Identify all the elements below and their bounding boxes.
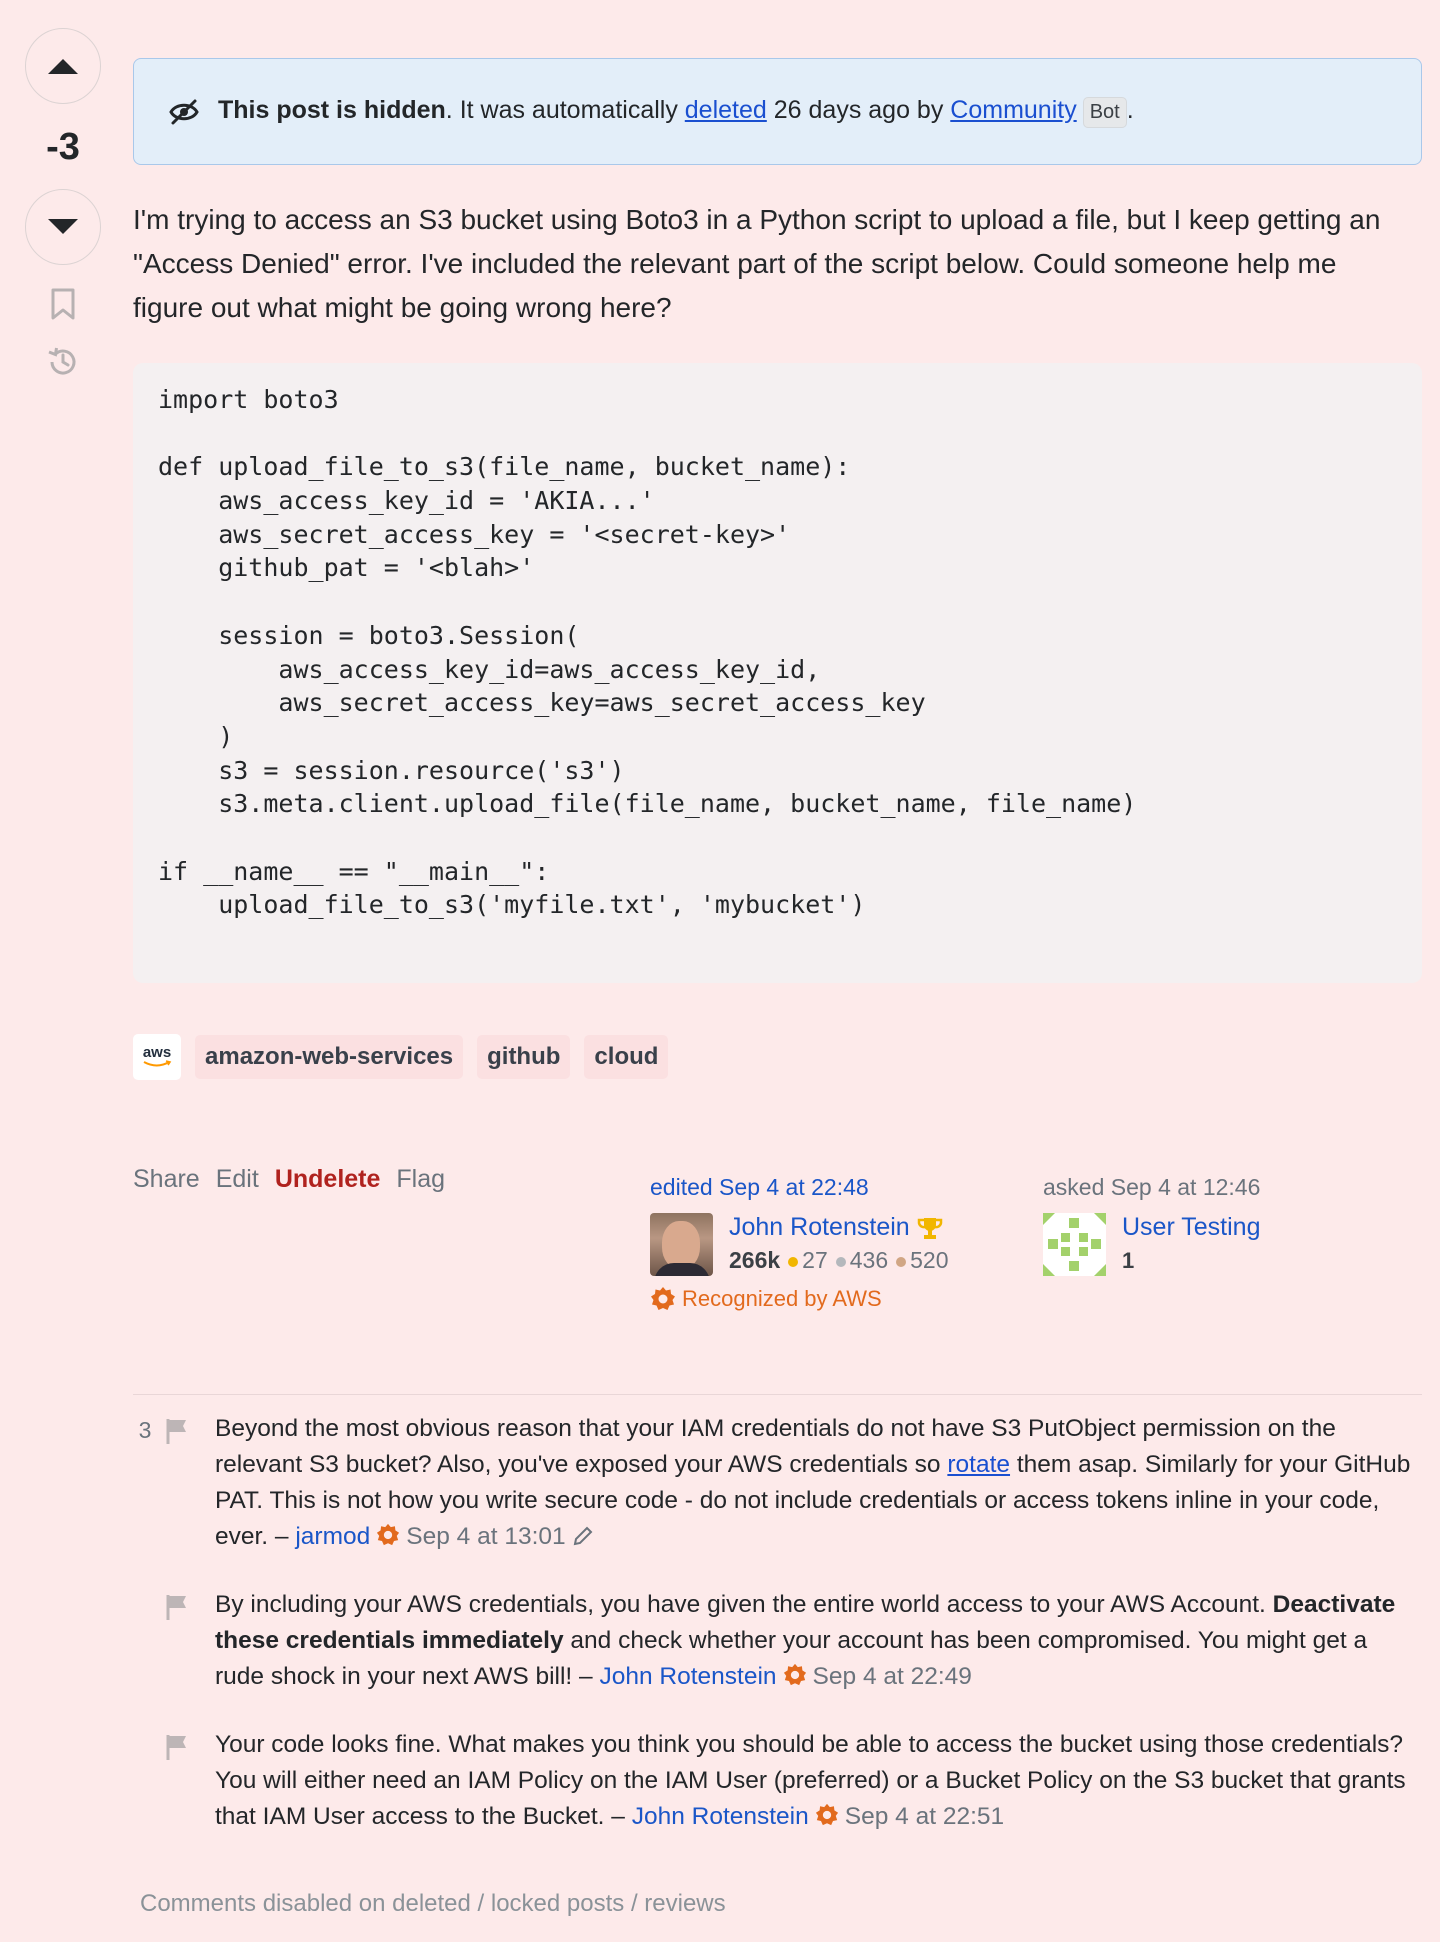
notice-bold: This post is hidden [218,95,446,124]
bronze-badges: 520 [896,1247,948,1274]
code-line: s3 = session.resource('s3') [158,755,625,785]
eye-off-icon [168,98,200,126]
flag-icon [164,1593,190,1621]
comments-disabled-note: Comments disabled on deleted / locked posts / reviews [140,1890,726,1917]
code-line: upload_file_to_s3('myfile.txt', 'mybucket') [158,890,866,920]
flag-icon [164,1733,190,1761]
vote-column [22,28,104,385]
downvote-button[interactable] [25,189,101,265]
comment-flag-button[interactable] [157,1571,197,1711]
comment-body: By including your AWS credentials, you have given the entire world access to your AWS Account. Deactivate these credentials immediately and check whether your account has been compromised. You might get a rude shock in your next AWS bill! – John Rotenstein Sep 4 at 22:49 [215,1591,1396,1690]
code-line: import boto3 [158,385,339,414]
editor-rep: 266k [729,1247,781,1273]
bot-badge: Bot [1083,97,1127,128]
history-icon [45,344,81,380]
edited-timestamp-link[interactable]: edited Sep 4 at 22:48 [650,1174,869,1200]
comment [133,1395,1422,1571]
aws-recognized-icon [650,1286,676,1312]
silver-badges: 436 [836,1247,888,1274]
gold-badges: 27 [788,1247,828,1274]
code-line: aws_secret_access_key=aws_secret_access_key [158,688,926,718]
code-line: def upload_file_to_s3(file_name, bucket_name): [158,452,851,482]
bookmark-button[interactable] [49,287,77,326]
aws-logo-text: aws [142,1044,172,1061]
share-link[interactable]: Share [133,1165,200,1193]
trophy-icon [916,1215,944,1241]
aws-recognized-icon [783,1663,807,1687]
code-line: aws_secret_access_key = '<secret-key>' [158,519,791,549]
code-line: if __name__ == "__main__": [158,856,550,886]
code-line: github_pat = '<blah>' [158,553,535,583]
aws-smile-icon [142,1060,172,1068]
code-line: s3.meta.client.upload_file(file_name, bucket_name, file_name) [158,789,1137,819]
comment-user-link[interactable]: John Rotenstein [599,1663,777,1690]
comment [133,1711,1422,1851]
post-menu [133,1165,445,1194]
asked-timestamp: asked Sep 4 at 12:46 [1043,1174,1261,1200]
arrow-down-icon [46,217,80,237]
notice-text-c: . [1126,95,1134,124]
comment-score [133,1711,157,1851]
recognized-text: Recognized by AWS [682,1286,882,1311]
vote-count: -3 [46,126,80,168]
comment-flag-button[interactable] [157,1395,197,1571]
undelete-link[interactable]: Undelete [274,1165,381,1193]
comment-body: Your code looks fine. What makes you think you should be able to access the bucket using those credentials? You will either need an IAM Policy on the IAM User (preferred) or a Bucket Policy on the S3 bucket that grants that IAM User access to the Bucket. – John Rotenstein Sep 4 at 22:51 [215,1731,1406,1830]
asker-avatar[interactable] [1043,1213,1106,1276]
arrow-up-icon [46,56,80,76]
editor-reputation [729,1247,949,1274]
comment-user-link[interactable]: jarmod [295,1523,371,1550]
comment-score: 3 [138,1417,152,1443]
community-user-link[interactable]: Community [950,95,1077,124]
bookmark-icon [49,287,77,321]
editor-signature [650,1174,949,1312]
tag-github[interactable]: github [477,1035,570,1079]
notice-text [218,96,1134,128]
notice-text-b: 26 days ago by [766,95,951,124]
code-line: aws_access_key_id=aws_access_key_id, [158,654,821,684]
comment-date: Sep 4 at 22:49 [812,1663,972,1690]
pencil-icon [572,1525,594,1547]
tag-amazon-web-services[interactable]: amazon-web-services [195,1035,463,1079]
flag-icon [164,1417,190,1445]
code-line [158,821,1397,855]
comment-date: Sep 4 at 13:01 [406,1523,566,1550]
asker-rep: 1 [1122,1248,1135,1273]
asker-name-link[interactable]: User Testing [1122,1213,1261,1241]
editor-name-link[interactable]: John Rotenstein [729,1213,910,1241]
tag-cloud[interactable]: cloud [584,1035,668,1079]
comment-list [133,1394,1422,1851]
flag-link[interactable]: Flag [396,1165,446,1193]
code-line [158,585,1397,619]
code-block [133,363,1422,983]
comment-date: Sep 4 at 22:51 [844,1803,1005,1830]
comment-bold: Deactivate these credentials immediately [215,1591,1396,1654]
code-line: session = boto3.Session( [158,620,580,650]
editor-avatar[interactable] [650,1213,713,1276]
aws-logo [133,1034,181,1080]
comment [133,1571,1422,1711]
aws-recognized-icon [376,1523,400,1547]
comment-score [133,1571,157,1711]
edit-link[interactable]: Edit [215,1165,259,1193]
hidden-post-notice [133,58,1422,165]
comment-body: Beyond the most obvious reason that your IAM credentials do not have S3 PutObject permission on the relevant S3 bucket? Also, you've exposed your AWS credentials so rotate them asap. Similarly for your GitHub PAT. This is not how you write secure code - do not include credentials or access tokens inline in your code, ever. – jarmod Sep 4 at 13:01 [215,1415,1411,1550]
tag-list [133,1034,668,1080]
code-line: ) [158,721,234,751]
comment-flag-button[interactable] [157,1711,197,1851]
rotate-link[interactable]: rotate [947,1451,1011,1478]
upvote-button[interactable] [25,28,101,104]
comment-user-link[interactable]: John Rotenstein [631,1803,809,1830]
aws-recognized-icon [815,1803,839,1827]
deleted-link[interactable]: deleted [684,95,767,124]
timeline-button[interactable] [45,344,81,385]
recognized-by-aws[interactable] [650,1286,949,1312]
code-line [158,417,1397,451]
code-line: aws_access_key_id = 'AKIA...' [158,486,655,516]
notice-text-a: . It was automatically [445,95,685,124]
asker-signature [1043,1174,1261,1276]
question-body: I'm trying to access an S3 bucket using Boto3 in a Python script to upload a file, but I keep getting an "Access Denied" error. I've included the relevant part of the script below. Could someone help me figure out what might be going wrong here? [133,204,1381,323]
